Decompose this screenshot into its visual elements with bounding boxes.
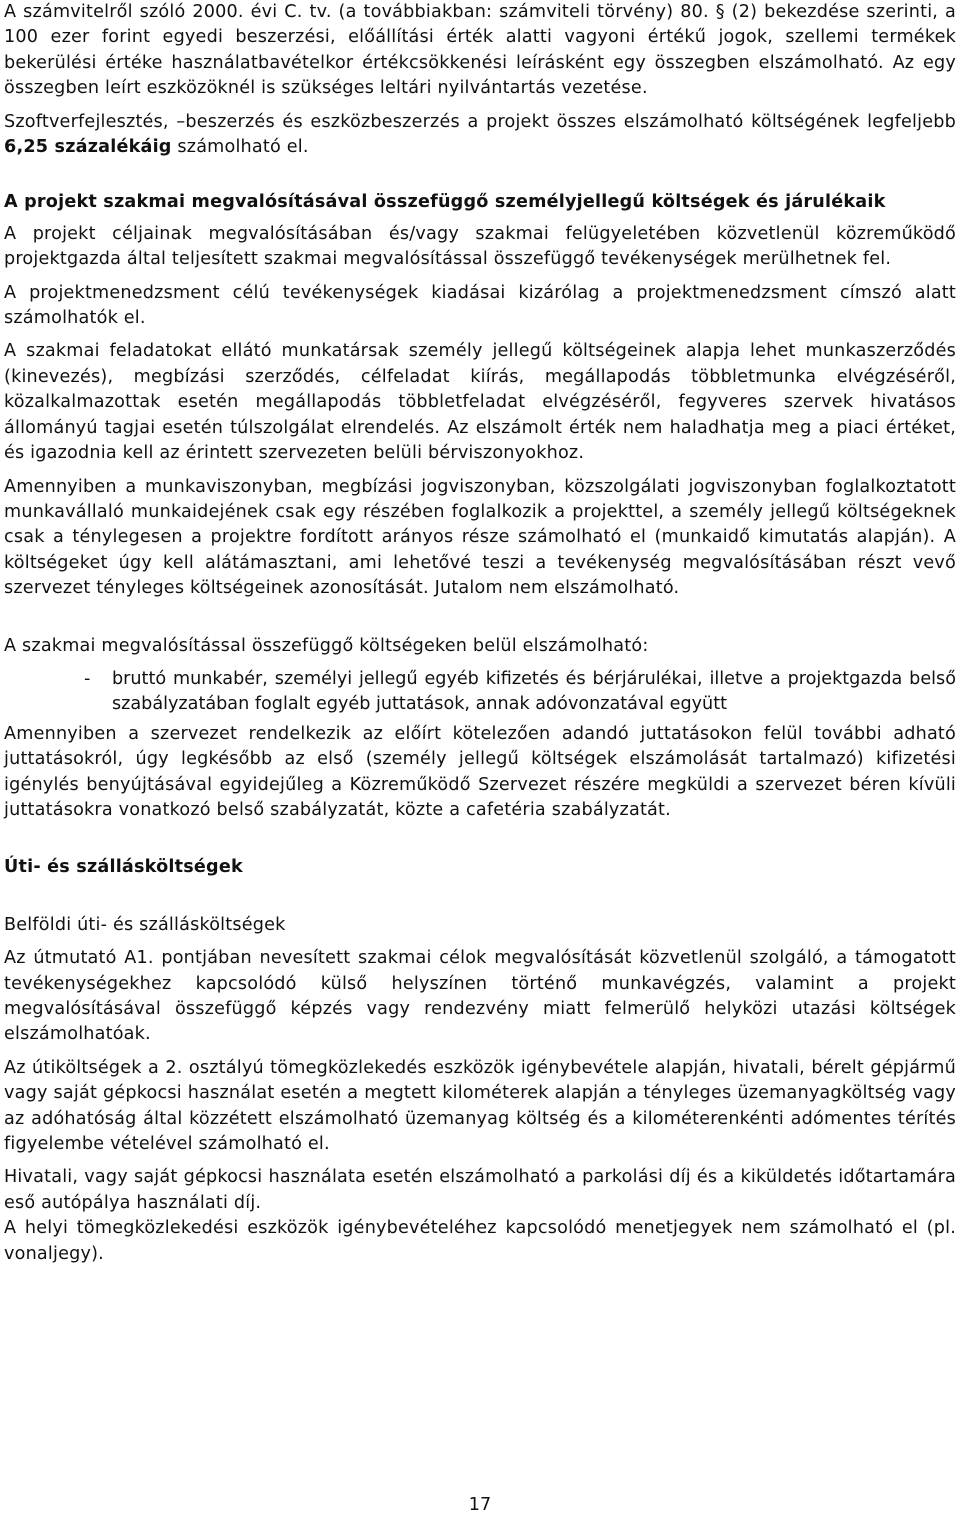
list-item xyxy=(4,667,956,718)
software-limit-percentage: 6,25 százalékáig xyxy=(4,137,172,158)
bullet-dash: - xyxy=(84,668,91,689)
paragraph-partial-time: Amennyiben a munkaviszonyban, megbízási jogviszonyban, közszolgálati jogviszonyban foglalkoztatott munkavállaló munkaidejének csak egy részében foglalkozik a projekttel, a személy jellegű költségeknek csak a ténylegesen a projektre fordított arányos része számolható el (munkaidő kimutatás alapján). A költségeket úgy kell alátámasztani, ami lehetővé teszi a tevékenység megvalósításában részt vevő szervezet tényleges költségeinek azonosítását. Jutalom nem elszámolható. xyxy=(4,476,956,599)
paragraph-personnel-activities: A projekt céljainak megvalósításában és/vagy szakmai felügyeletében közvetlenül közreműködő projektgazda által teljesített szakmai megvalósítással összefüggő tevékenységek merülhetnek fel. xyxy=(4,223,956,270)
document-page xyxy=(4,0,956,1267)
heading-travel-costs: Úti- és szállásköltségek xyxy=(4,857,243,878)
paragraph-eligible-intro: A szakmai megvalósítással összefüggő költségeken belül elszámolható: xyxy=(4,635,649,656)
eligible-cost-list xyxy=(4,667,956,718)
paragraph-contract-basis: A szakmai feladatokat ellátó munkatársak személy jellegű költségeinek alapja lehet munkaszerződés (kinevezés), megbízási szerződés, célfeladat kiírás, megállapodás többletmunka elvégzéséről, közalkalmazottak esetén megállapodás többletfeladat elvégzéséről, fegyveres szervek hivatásos állományú tagjai esetén túlszolgálat elrendelés. Az elszámolt érték nem haladhatja meg a piaci értéket, és igazodnia kell az érintett szervezeten belüli bérviszonyokhoz. xyxy=(4,341,956,464)
paragraph-intangible-assets: A számvitelről szóló 2000. évi C. tv. (a továbbiakban: számviteli törvény) 80. § (2) bekezdése szerinti, a 100 ezer forint egyedi beszerzési, előállítási érték alatti vagyoni értékű jogok, szellemi termékek bekerülési értéke használatbavételkor értékcsökkenési leírásként egy összegben elszámolható. Az egy összegben leírt eszközöknél is szükséges leltári nyilvántartás vezetése. xyxy=(4,2,956,99)
software-limit-text-after: számolható el. xyxy=(171,137,309,158)
paragraph-travel-calculation: Az útiköltségek a 2. osztályú tömegközlekedés eszközök igénybevétele alapján, hivatali, bérelt gépjármű vagy saját gépkocsi használat esetén a megtett kilométerek alapján a tényleges üzemanyagköltség vagy az adóhatóság által közzétett elszámolható üzemanyag költség és a kilométerenkénti adómentes térítés figyelembe vételével számolható el. xyxy=(4,1057,956,1155)
heading-personnel-costs: A projekt szakmai megvalósításával összefüggő személyjellegű költségek és járulékaik xyxy=(4,192,886,213)
list-item-text: bruttó munkabér, személyi jellegű egyéb kifizetés és bérjárulékai, illetve a projektgazda belső szabályzatában foglalt egyéb juttatások, annak adóvonzatával együtt xyxy=(112,668,956,715)
paragraph-local-transport: A helyi tömegközlekedési eszközök igénybevételéhez kapcsolódó menetjegyek nem számolható el (pl. vonaljegy). xyxy=(4,1218,956,1264)
heading-domestic-travel: Belföldi úti- és szállásköltségek xyxy=(4,914,286,935)
paragraph-parking-fees: Hivatali, vagy saját gépkocsi használata esetén elszámolható a parkolási díj és a kiküldetés időtartamára eső autópálya használati díj. xyxy=(4,1167,956,1213)
software-limit-text-before: Szoftverfejlesztés, –beszerzés és eszközbeszerzés a projekt összes elszámolható költségének legfeljebb xyxy=(4,111,956,132)
paragraph-extra-benefits: Amennyiben a szervezet rendelkezik az előírt kötelezően adandó juttatásokon felül további adható juttatásokról, úgy legkésőbb az első (személy jellegű költségek elszámolását tartalmazó) kifizetési igénylés benyújtásával egyidejűleg a Közreműködő Szervezet részére megküldi a szervezet béren kívüli juttatásokra vonatkozó belső szabályzatát, közte a cafetéria szabályzatát. xyxy=(4,723,956,820)
paragraph-project-management: A projektmenedzsment célú tevékenységek kiadásai kizárólag a projektmenedzsment címszó alatt számolhatók el. xyxy=(4,282,956,329)
paragraph-travel-purpose: Az útmutató A1. pontjában nevesített szakmai célok megvalósítását közvetlenül szolgáló, a támogatott tevékenységekhez kapcsolódó külső helyszínen történő munkavégzés, valamint a projekt megvalósításával összefüggő képzés vagy rendezvény miatt felmerülő helyközi utazási költségek elszámolhatóak. xyxy=(4,948,956,1045)
paragraph-software-limit xyxy=(4,110,956,161)
page-number: 17 xyxy=(468,1495,492,1515)
